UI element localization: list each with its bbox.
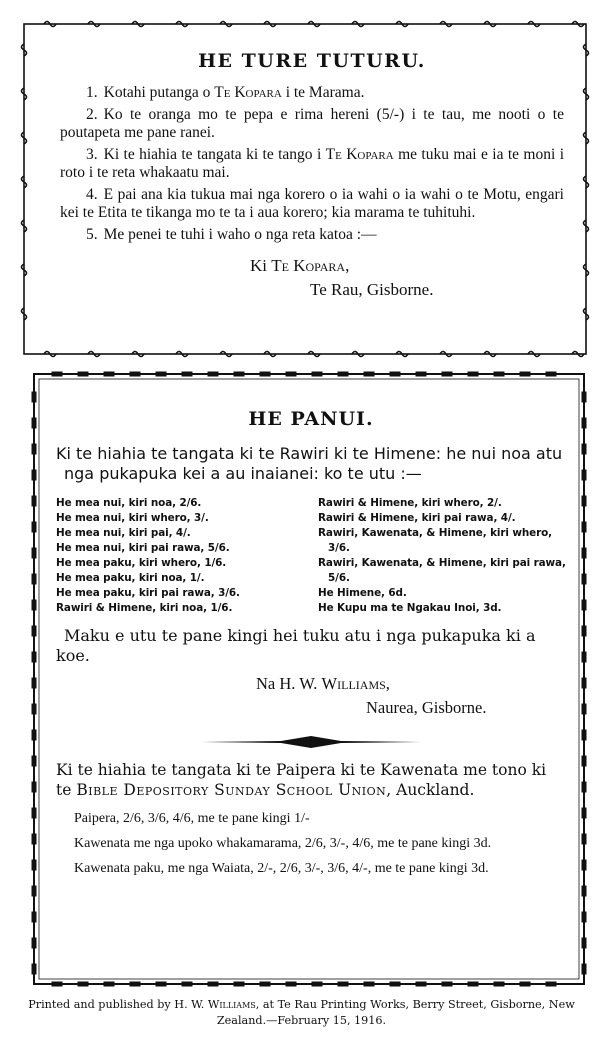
notice-title: HE PANUI. xyxy=(248,408,374,430)
signature-line-2: Naurea, Gisborne. xyxy=(366,698,487,717)
rules-list xyxy=(60,84,564,244)
section-divider xyxy=(201,736,421,748)
notice-box xyxy=(28,368,590,990)
bible-price-item: Paipera, 2/6, 3/6, 4/6, me te pane kingi 1/- xyxy=(74,811,310,826)
price-column-right xyxy=(318,496,566,616)
rules-title: HE TURE TUTURU. xyxy=(198,50,426,72)
price-item: Rawiri & Himene, kiri noa, 1/6. xyxy=(56,602,233,614)
price-item: Rawiri & Himene, kiri whero, 2/. xyxy=(318,497,502,509)
notice-signature xyxy=(56,672,566,720)
imprint-footer: Printed and published by H. W. Williams, at Te Rau Printing Works, Berry Street, Gisborne, New Zealand.—February 15, 1916. xyxy=(28,998,575,1027)
price-item: He mea nui, kiri pai rawa, 5/6. xyxy=(56,542,230,554)
price-item: He mea paku, kiri whero, 1/6. xyxy=(56,557,227,569)
price-item: He mea nui, kiri whero, 3/. xyxy=(56,512,209,524)
rule-item: 3. Ki te hiahia te tangata ki te tango i Te Kopara me tuku mai e ia te moni i roto i te reta whakaatu mai. xyxy=(60,145,564,181)
price-item: He mea paku, kiri noa, 1/. xyxy=(56,572,205,584)
notice-intro: Ki te hiahia te tangata ki te Rawiri ki te Himene: he nui noa atu nga pukapuka kei a au inaianei: ko te utu :— xyxy=(56,444,563,483)
rules-content xyxy=(60,50,564,302)
notice-content xyxy=(56,402,566,885)
bible-notice: Ki te hiahia te tangata ki te Paipera ki te Kawenata me tono ki te Bible Depository Sunday School Union, Auckland. xyxy=(56,761,547,799)
price-item: Rawiri & Himene, kiri pai rawa, 4/. xyxy=(318,512,516,524)
bible-price-item: Kawenata paku, me nga Waiata, 2/-, 2/6, 3/-, 3/6, 4/-, me te pane kingi 3d. xyxy=(74,861,489,876)
bible-price-list xyxy=(56,810,566,878)
bible-price-item: Kawenata me nga upoko whakamarama, 2/6, 3/-, 4/6, me te pane kingi 3d. xyxy=(74,836,492,851)
price-column-left xyxy=(56,496,304,616)
price-item: He mea nui, kiri noa, 2/6. xyxy=(56,497,202,509)
postage-note: Maku e utu te pane kingi hei tuku atu i nga pukapuka ki a koe. xyxy=(56,626,536,665)
price-item: He mea paku, kiri pai rawa, 3/6. xyxy=(56,587,240,599)
price-item: He mea nui, kiri pai, 4/. xyxy=(56,527,191,539)
price-list xyxy=(56,496,566,616)
price-item: Rawiri, Kawenata, & Himene, kiri whero, 3/6. xyxy=(318,527,553,554)
signature-line-1: Ki Te Kopara, xyxy=(250,256,350,275)
rule-item: 5. Me penei te tuhi i waho o nga reta katoa :— xyxy=(86,225,377,243)
rule-item: 2. Ko te oranga mo te pepa e rima hereni (5/-) i te tau, me nooti o te poutapeta me pane ranei. xyxy=(60,105,564,141)
rule-item: 1. Kotahi putanga o Te Kopara i te Marama. xyxy=(86,84,365,101)
rules-signature xyxy=(60,254,564,302)
price-item: Rawiri, Kawenata, & Himene, kiri pai rawa, 5/6. xyxy=(318,557,566,584)
rule-item: 4. E pai ana kia tukua mai nga korero o ia wahi o ia wahi o te Motu, engari kei te Etita te tikanga mo te ta i aua korero; kia marama te tuhituhi. xyxy=(60,185,564,221)
rules-box xyxy=(20,20,590,358)
signature-line-1: Na H. W. Williams, xyxy=(256,674,390,693)
price-item: He Kupu ma te Ngakau Inoi, 3d. xyxy=(318,602,502,614)
price-item: He Himene, 6d. xyxy=(318,587,407,599)
signature-line-2: Te Rau, Gisborne. xyxy=(310,280,434,299)
